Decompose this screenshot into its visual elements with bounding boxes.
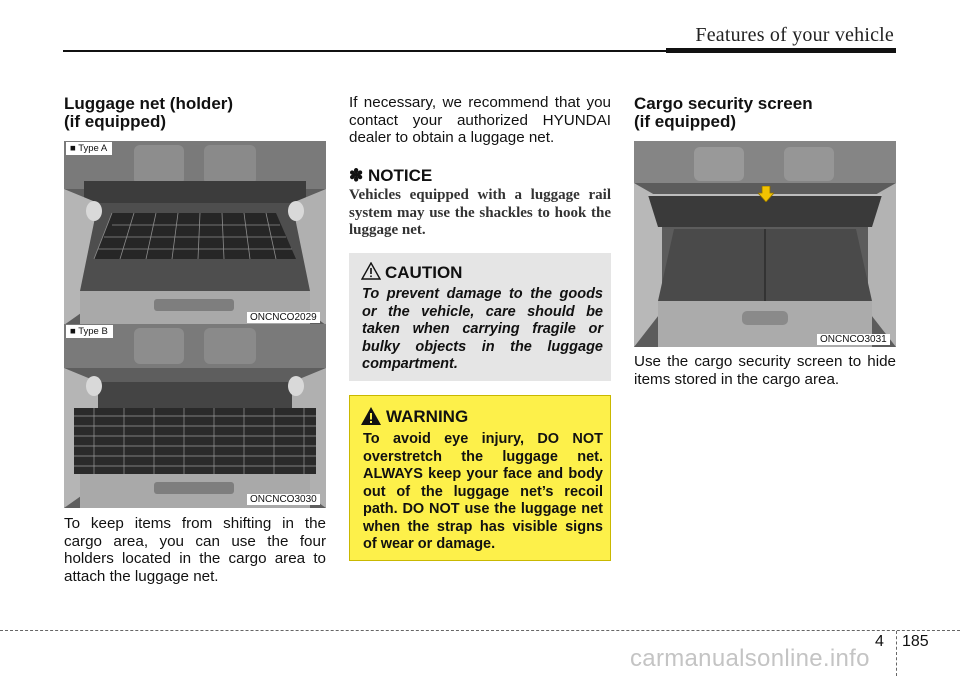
caution-triangle-icon [361,262,381,285]
notice-heading [349,166,432,186]
luggage-net-type-a-photo [64,141,326,325]
luggage-net-heading-line2: (if equipped) [64,112,166,131]
type-a-tag: ■ Type A [66,142,112,155]
cargo-screen-heading [634,95,813,131]
arrow-down-icon [758,186,774,202]
cargo-screen-heading-line1: Cargo security screen [634,94,813,113]
luggage-net-heading-line1: Luggage net (holder) [64,94,234,113]
chapter-number: 4 [875,633,884,650]
notice-title: NOTICE [367,166,433,185]
dealer-recommendation: If necessary, we recommend that you contact your authorized HYUNDAI dealer to obtain a luggage net. [349,94,611,146]
cargo-screen-photo-code: ONCNCO3031 [817,334,890,345]
caution-title: CAUTION [385,263,463,282]
notice-body: Vehicles equipped with a luggage rail system may use the shackles to hook the luggage net. [349,187,611,238]
watermark: carmanualsonline.info [630,645,870,672]
type-a-photo-code: ONCNCO2029 [247,312,320,323]
notice-symbol-icon: ✽ [349,166,364,185]
header-rule-accent [666,48,896,53]
caution-box [349,253,611,381]
page-number-separator [896,631,897,676]
luggage-net-description: To keep items from shifting in the cargo area, you can use the four holders located in the cargo area to attach the luggage net. [64,515,326,585]
type-b-photo-code: ONCNCO3030 [247,494,320,505]
footer-rule [0,630,960,631]
caution-body: To prevent damage to the goods or the vehicle, care should be taken when carrying fragile or bulky objects in the luggage compartment. [362,286,603,372]
warning-triangle-icon [360,406,382,431]
cargo-screen-heading-line2: (if equipped) [634,112,736,131]
cargo-screen-description: Use the cargo security screen to hide items stored in the cargo area. [634,353,896,388]
warning-box [349,395,611,561]
warning-title: WARNING [386,407,469,426]
luggage-net-type-b-photo [64,324,326,508]
luggage-net-heading [64,95,233,131]
type-b-tag: ■ Type B [66,325,113,338]
cargo-security-screen-photo [634,141,896,347]
header-title: Features of your vehicle [695,24,894,46]
page-number: 185 [902,633,929,650]
warning-body: To avoid eye injury, DO NOT overstretch the luggage net. ALWAYS keep your face and body out of the luggage net’s recoil path. DO NOT use the luggage net when the strap has visible signs of wear or damage. [363,431,603,552]
